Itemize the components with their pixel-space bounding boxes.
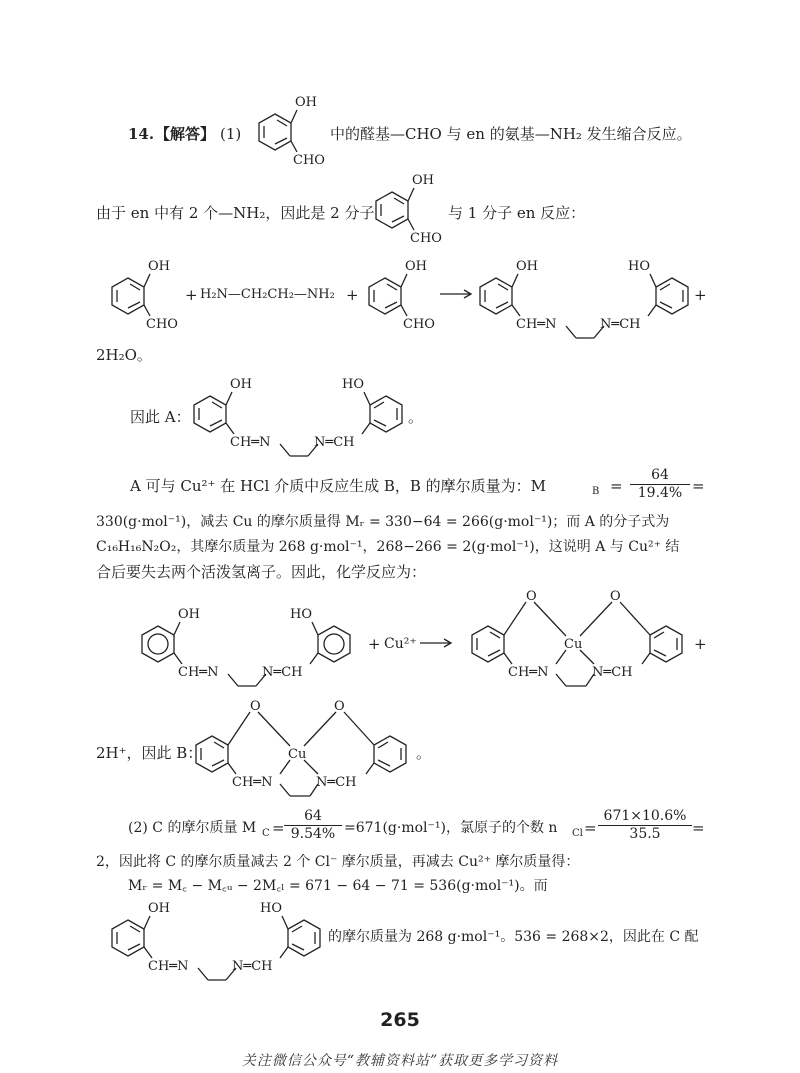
plus-sign: + (694, 286, 707, 304)
equals-sign: = (610, 477, 623, 495)
svg-text:N═CH: N═CH (232, 959, 273, 974)
schiff-base-a-structure (128, 604, 363, 684)
svg-text:N═CH: N═CH (592, 665, 633, 680)
cho-label: CHO (293, 153, 325, 168)
svg-text:OH: OH (516, 259, 538, 274)
svg-text:OH: OH (148, 901, 170, 916)
text-line-2b: 与 1 分子 en 反应： (448, 204, 586, 222)
svg-text:N═CH: N═CH (314, 435, 355, 450)
svg-text:CH═N: CH═N (230, 435, 271, 450)
salicylaldehyde-structure (362, 170, 442, 250)
schiff-base-a-structure (180, 374, 415, 454)
copper-complex-structure (186, 694, 421, 798)
svg-text:O: O (250, 699, 261, 714)
plus-sign: + (346, 286, 359, 304)
footer-note: 关注微信公众号“教辅资料站”获取更多学习资料 (241, 1053, 559, 1069)
svg-text:CH═N: CH═N (178, 665, 219, 680)
svg-text:HO: HO (628, 259, 650, 274)
svg-text:OH: OH (412, 173, 434, 188)
text-line-2a: 由于 en 中有 2 个—NH₂，因此是 2 分子 (96, 204, 375, 222)
equals-sign: = (692, 819, 705, 837)
copper-complex-structure (462, 584, 697, 688)
problem-number: 14. (128, 125, 155, 143)
svg-text:N═CH: N═CH (600, 317, 641, 332)
svg-text:N═CH: N═CH (262, 665, 303, 680)
plus-sign: + (368, 635, 381, 653)
svg-text:OH: OH (230, 377, 252, 392)
salicylaldehyde-structure (98, 256, 178, 336)
fraction-mc: $\frac{64}{9.54\%}$ (284, 808, 342, 843)
svg-text:CHO: CHO (410, 231, 442, 246)
reaction-arrow (420, 637, 454, 649)
text-line-last: 的摩尔质量为 268 g·mol⁻¹。536 = 268×2，因此在 C 配 (328, 929, 699, 945)
svg-text:O: O (610, 589, 621, 604)
answer-tag: 【解答】 (155, 125, 216, 143)
svg-text:O: O (526, 589, 537, 604)
therefore-a-label: 因此 A： (130, 408, 191, 426)
ncl-subscript: Cl (572, 828, 583, 839)
period: 。 (408, 408, 424, 426)
svg-text:N═CH: N═CH (316, 775, 357, 790)
svg-text:HO: HO (290, 607, 312, 622)
svg-text:CHO: CHO (146, 317, 178, 332)
svg-text:OH: OH (405, 259, 427, 274)
text-line-subtract: 2，因此将 C 的摩尔质量减去 2 个 Cl⁻ 摩尔质量，再减去 Cu²⁺ 摩尔质量得： (96, 854, 580, 870)
svg-text:Cu: Cu (564, 637, 583, 652)
en-formula: H₂N—CH₂CH₂—NH₂ (200, 287, 335, 302)
svg-text:CHO: CHO (403, 317, 435, 332)
part-1-label: (1) (220, 125, 242, 143)
part-2-text-a: (2) C 的摩尔质量 M (128, 820, 257, 836)
svg-text:OH: OH (148, 259, 170, 274)
water-product: 2H₂O。 (96, 346, 152, 364)
text-line-mr: 330(g·mol⁻¹)，减去 Cu 的摩尔质量得 Mᵣ = 330−64 = 266(g·mol⁻¹)；而 A 的分子式为 (96, 514, 670, 530)
equals-sign: = (584, 819, 597, 837)
paragraph-b-molar-mass: A 可与 Cu²⁺ 在 HCl 介质中反应生成 B，B 的摩尔质量为：M (130, 477, 547, 495)
mb-subscript: B (592, 486, 600, 497)
fraction-mb: $\frac{64}{19.4\%}$ (630, 467, 690, 502)
text-line-conclusion: 合后要失去两个活泼氢离子。因此，化学反应为： (96, 563, 427, 581)
schiff-base-a-structure (466, 256, 701, 336)
equals-sign: = (692, 477, 705, 495)
svg-text:CH═N: CH═N (148, 959, 189, 974)
mc-subscript: C (262, 828, 270, 839)
fraction-ncl: $\frac{671\times 10.6\%}{35.5}$ (598, 808, 692, 843)
text-2h-therefore-b: 2H⁺，因此 B： (96, 744, 203, 762)
svg-text:O: O (334, 699, 345, 714)
page-number: 265 (380, 1009, 420, 1031)
salicylaldehyde-structure (245, 92, 325, 172)
schiff-base-a-structure (98, 898, 333, 978)
svg-text:OH: OH (178, 607, 200, 622)
text-line-mr2: Mᵣ = M꜀ − M꜀ᵤ − 2M꜀ₗ = 671 − 64 − 71 = 536(g·mol⁻¹)。而 (128, 878, 548, 894)
copper-ion: Cu²⁺ (384, 636, 417, 652)
oh-label: OH (295, 95, 317, 110)
plus-sign: + (185, 286, 198, 304)
salicylaldehyde-structure (355, 256, 435, 336)
svg-text:CH═N: CH═N (516, 317, 557, 332)
svg-text:CH═N: CH═N (232, 775, 273, 790)
plus-sign: + (694, 635, 707, 653)
part-2-text-b: =671(g·mol⁻¹)，氯原子的个数 n (344, 820, 558, 836)
text-line-formula: C₁₆H₁₆N₂O₂，其摩尔质量为 268 g·mol⁻¹，268−266 = 2(g·mol⁻¹)，这说明 A 与 Cu²⁺ 结 (96, 539, 680, 555)
svg-text:CH═N: CH═N (508, 665, 549, 680)
equals-sign: = (272, 819, 285, 837)
svg-text:HO: HO (342, 377, 364, 392)
svg-text:Cu: Cu (288, 747, 307, 762)
svg-text:HO: HO (260, 901, 282, 916)
period: 。 (416, 744, 432, 762)
text-line-1: 中的醛基—CHO 与 en 的氨基—NH₂ 发生缩合反应。 (330, 125, 692, 143)
